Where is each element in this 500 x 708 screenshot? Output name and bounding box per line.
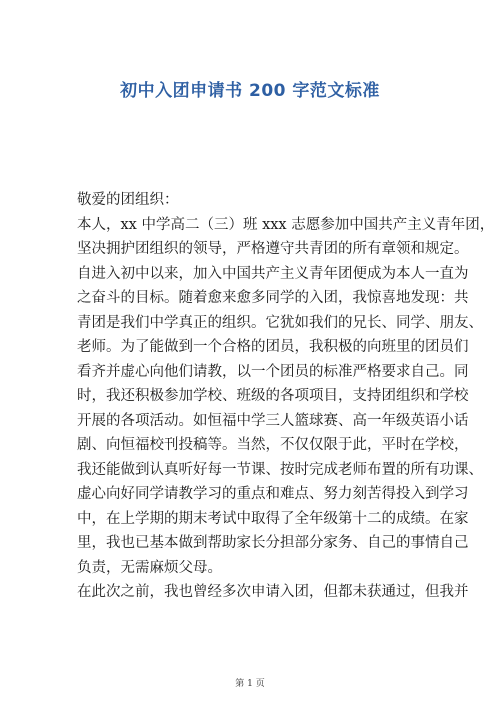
body-line: 青团是我们中学真正的组织。它犹如我们的兄长、同学、朋友、 xyxy=(77,314,483,331)
body-line: 看齐并虚心向他们请教，以一个团员的标准严格要求自己。同 xyxy=(77,363,469,380)
document-body xyxy=(77,188,495,605)
body-line: 老师。为了能做到一个合格的团员，我积极的向班里的团员们 xyxy=(77,339,469,355)
body-line: 开展的各项活动。如恒福中学三人篮球赛、高一年级英语小话 xyxy=(77,412,469,429)
body-line: 里，我也已基本做到帮助家长分担部分家务、自己的事情自己 xyxy=(77,535,469,551)
body-line: 自进入初中以来，加入中国共产主义青年团便成为本人一直为 xyxy=(77,265,469,282)
body-line: 敬爱的团组织： xyxy=(77,192,179,208)
body-line: 本人，xx 中学高二（三）班 xxx 志愿参加中国共产主义青年团， xyxy=(77,216,495,233)
body-line: 剧、向恒福校刊投稿等。当然，不仅仅限于此，平时在学校， xyxy=(77,437,469,453)
body-line: 虚心向好同学请教学习的重点和难点、努力刻苦得投入到学习 xyxy=(77,486,469,502)
body-line: 我还能做到认真听好每一节课、按时完成老师布置的所有功课、 xyxy=(77,461,483,478)
document-title: 初中入团申请书 200 字范文标准 xyxy=(120,81,380,101)
body-line: 在此次之前，我也曾经多次申请入团，但都未获通过，但我并 xyxy=(77,584,469,600)
body-line: 时，我还积极参加学校、班级的各项项目，支持团组织和学校 xyxy=(77,388,469,404)
page-number: 第 1 页 xyxy=(235,679,265,689)
body-line: 负责，无需麻烦父母。 xyxy=(77,559,222,576)
body-line: 坚决拥护团组织的领导，严格遵守共青团的所有章领和规定。 xyxy=(77,241,469,257)
body-line: 中，在上学期的期末考试中取得了全年级第十二的成绩。在家 xyxy=(77,510,469,527)
body-line: 之奋斗的目标。随着愈来愈多同学的入团，我惊喜地发现：共 xyxy=(77,290,469,306)
